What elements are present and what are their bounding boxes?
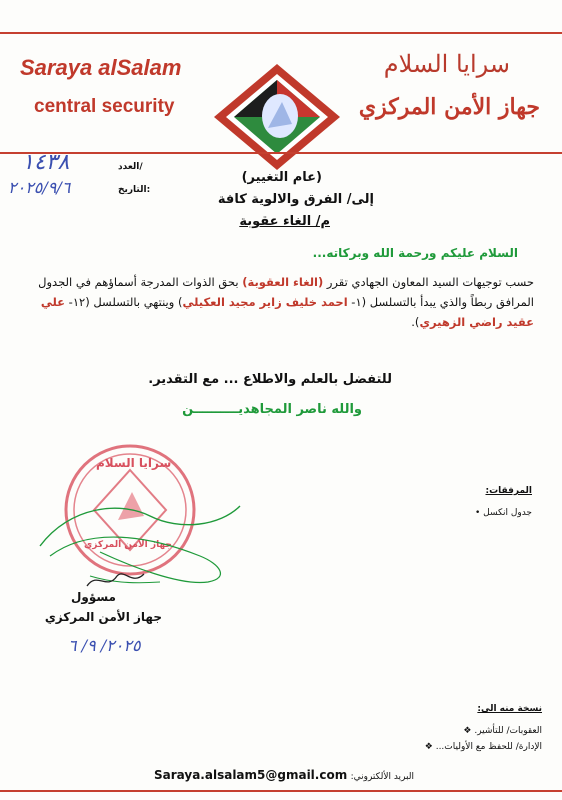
attachment-item bbox=[475, 508, 532, 518]
header-top-rule bbox=[0, 32, 562, 34]
body-text-3: ) وينتهي بالتسلسل (١٢- bbox=[65, 295, 183, 309]
diamond-bullet-icon: ❖ bbox=[463, 726, 472, 736]
signatory-department: جهاز الأمن المركزي bbox=[44, 610, 162, 624]
diamond-bullet-icon: ❖ bbox=[424, 742, 433, 752]
logo-emblem-icon bbox=[212, 62, 342, 172]
salutation: والله ناصر المجاهديــــــــــن bbox=[182, 402, 362, 417]
reference-number-label: العدد/ bbox=[118, 162, 143, 172]
brand-subtitle-en: central security bbox=[34, 96, 175, 117]
body-text-2: بحق الذوات المدرجة أسماؤهم في الجدول المرافق ربطاً والذي يبدأ بالتسلسل (١- bbox=[38, 275, 534, 309]
signature-date: ٢٠٢٥/ ٩/ ٦ bbox=[68, 636, 141, 655]
copies-item-1-text: العقوبات/ للتأشير. bbox=[474, 726, 542, 736]
copies-label: نسخة منه الى: bbox=[477, 704, 542, 714]
copies-item-2 bbox=[425, 742, 542, 752]
footer-rule bbox=[0, 790, 562, 792]
brand-title-ar: سرايا السلام bbox=[383, 50, 510, 78]
brand-title-en: Saraya alSalam bbox=[20, 55, 182, 80]
header-bottom-rule bbox=[0, 152, 562, 154]
address-subject: م/ الغاء عقوبة bbox=[239, 214, 330, 229]
stamp-bottom-text: جهاز الأمن المركزي bbox=[84, 540, 172, 550]
stamp-top-text: سرايا السلام bbox=[96, 456, 172, 470]
body-highlight-decision: (الغاء العقوبة) bbox=[242, 275, 324, 289]
footer-email-label: البريد الألكتروني: bbox=[350, 772, 414, 782]
address-recipient: إلى/ الفرق والالوية كافة bbox=[217, 192, 374, 207]
document-date-label: التاريخ: bbox=[118, 185, 151, 195]
footer-email[interactable]: Saraya.alsalam5@gmail.com bbox=[154, 768, 348, 782]
address-year-label: (عام التغيير) bbox=[241, 170, 322, 185]
attachments-label: المرفقات: bbox=[485, 486, 532, 496]
signatory-title: مسؤول bbox=[70, 590, 116, 604]
greeting: السلام عليكم ورحمة الله وبركاته... bbox=[312, 246, 518, 260]
attachment-item-text: جدول انكسل bbox=[483, 508, 532, 518]
bullet-icon: • bbox=[474, 508, 481, 518]
body-highlight-last-name: علي عقيد راضي الزهيري bbox=[40, 295, 534, 329]
body-text-4: ). bbox=[411, 315, 420, 329]
body-text-1: حسب توجيهات السيد المعاون الجهادي تقرر bbox=[323, 275, 534, 289]
body-paragraph bbox=[26, 272, 534, 332]
copies-item-2-text: الإدارة/ للحفظ مع الأوليات... bbox=[435, 742, 542, 752]
reference-number: ١٤٣٨ bbox=[22, 150, 70, 175]
copies-item-1 bbox=[463, 726, 542, 736]
brand-subtitle-ar: جهاز الأمن المركزي bbox=[358, 94, 540, 120]
body-highlight-first-name: احمد خليف زاير مجيد العكيلي bbox=[182, 295, 348, 309]
document-date: ٢٠٢٥/٩/٦ bbox=[8, 178, 71, 197]
closing-line: للتفضل بالعلم والاطلاع ... مع التقدير. bbox=[148, 372, 392, 387]
